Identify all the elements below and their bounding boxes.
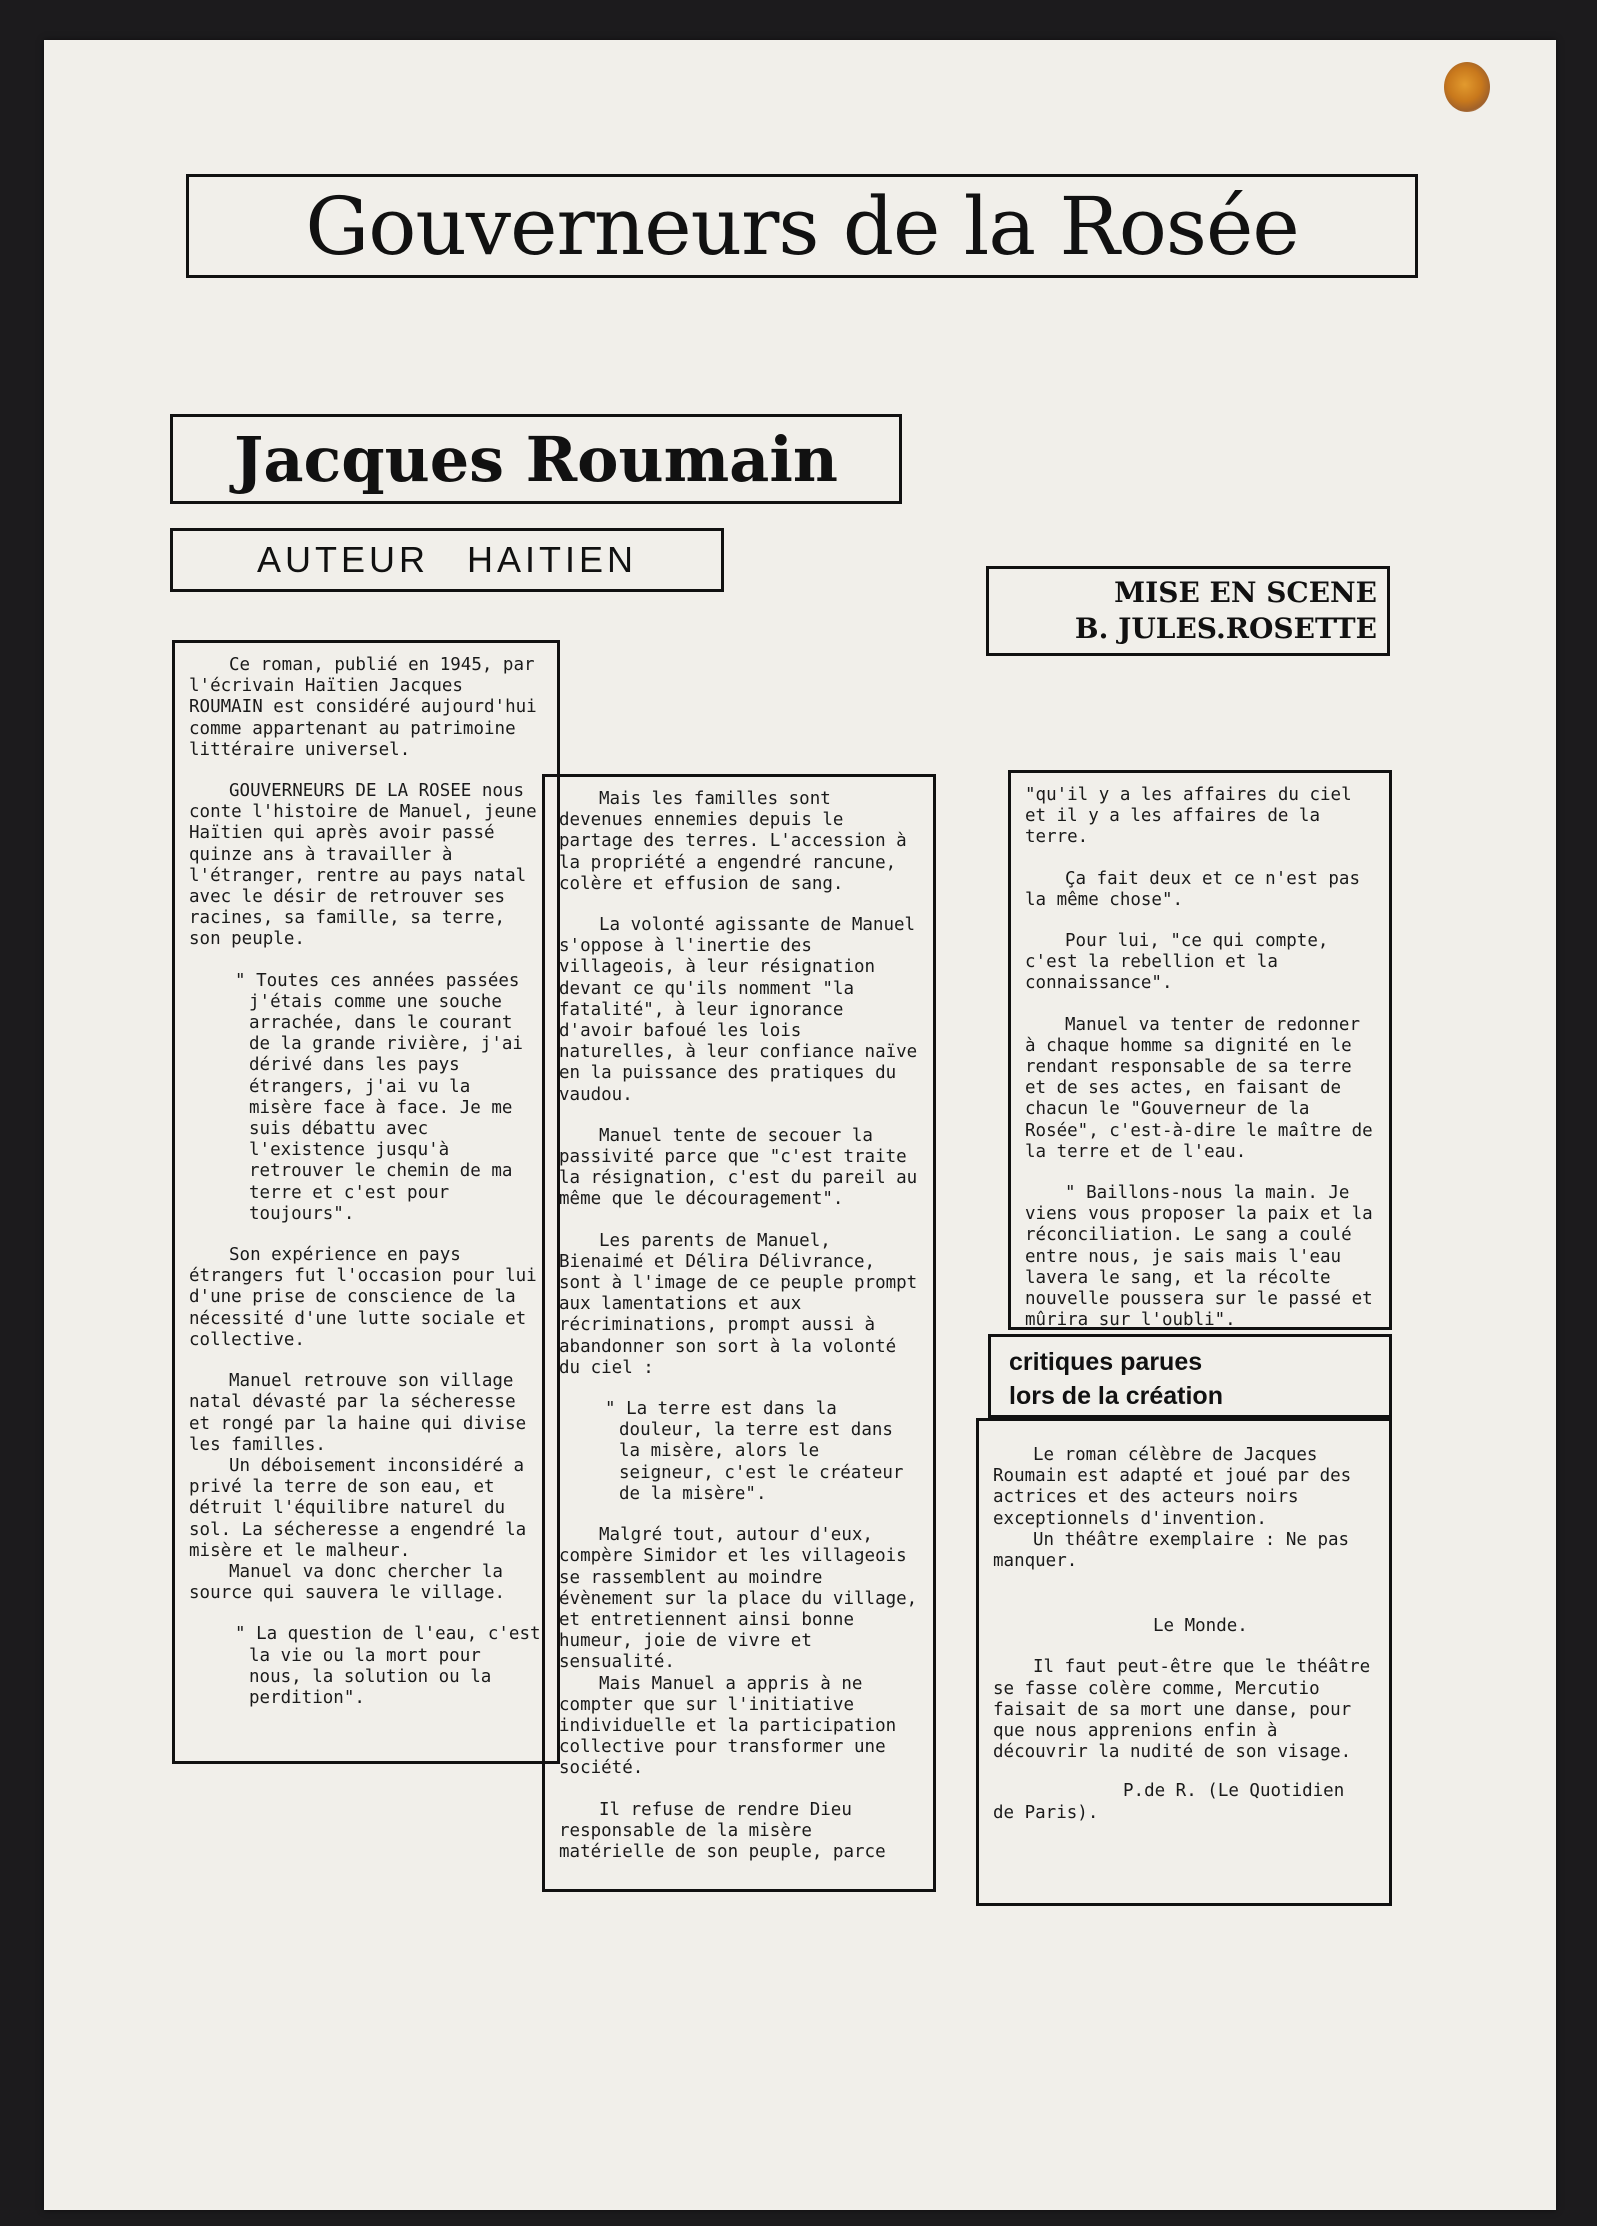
- quote: " La terre est dans la douleur, la terre est dans la misère, alors le seigneur, c'est le créateur de la misère".: [605, 1399, 904, 1504]
- paragraph: Pour lui, "ce qui compte, c'est la rebellion et la connaissance".: [1025, 931, 1329, 994]
- critique-source: de Paris).: [993, 1802, 1099, 1823]
- paragraph: Ça fait deux et ce n'est pas la même chose".: [1025, 868, 1361, 910]
- page-title: Gouverneurs de la Rosée: [305, 179, 1299, 273]
- paragraph: Un déboisement inconsidéré a privé la terre de son eau, et détruit l'équilibre naturel du sol. La sécheresse a engendré la misère et le malheur.: [189, 1455, 527, 1561]
- author-box: [170, 414, 902, 504]
- paragraph: Ce roman, publié en 1945, par l'écrivain Haïtien Jacques ROUMAIN est considéré aujourd'hui comme appartenant au patrimoine littéraire universel.: [189, 655, 537, 760]
- critiques-column: [976, 1418, 1392, 1906]
- paragraph: Il refuse de rendre Dieu responsable de la misère matérielle de son peuple, parce: [559, 1799, 886, 1862]
- paragraph: Manuel va donc chercher la source qui sauvera le village.: [189, 1561, 506, 1604]
- director-line1: MISE EN SCENE: [1114, 576, 1377, 609]
- critiques-heading-line2: lors de la création: [1009, 1382, 1223, 1410]
- text-column-1: [172, 640, 560, 1764]
- paragraph: "qu'il y a les affaires du ciel et il y a les affaires de la terre.: [1025, 785, 1352, 848]
- author-name: Jacques Roumain: [234, 422, 838, 496]
- director-line2: B. JULES.ROSETTE: [1074, 612, 1377, 645]
- title-box: [186, 174, 1418, 278]
- quote: " La question de l'eau, c'est la vie ou la mort pour nous, la solution ou la perdition".: [235, 1624, 541, 1708]
- critique-source: P.de R. (Le Quotidien: [1123, 1781, 1345, 1802]
- text-column-2: [542, 774, 936, 1892]
- paragraph: Mais Manuel a appris à ne compter que sur l'initiative individuelle et la participation collective pour transformer une société.: [559, 1673, 897, 1779]
- paragraph: Mais les familles sont devenues ennemies depuis le partage des terres. L'accession à la propriété a engendré rancune, colère et effusion de sang.: [559, 789, 907, 894]
- critiques-heading: [988, 1334, 1392, 1418]
- critique-source: Le Monde.: [1153, 1616, 1248, 1637]
- text-column-3: [1008, 770, 1392, 1330]
- paragraph: La volonté agissante de Manuel s'oppose à l'inertie des villageois, à leur résignation devant ce qu'ils nomment "la fatalité", à leur ignorance d'avoir bafoué les lois naturelles, à leur confiance naïve en la puissance des pratiques du vaudou.: [559, 915, 918, 1105]
- paragraph: Malgré tout, autour d'eux, compère Simidor et les villageois se rassemblent au moindre évènement sur la place du village, et entretiennent ainsi bonne humeur, joie de vivre et sensualité.: [559, 1525, 918, 1673]
- paragraph: GOUVERNEURS DE LA ROSEE nous conte l'histoire de Manuel, jeune Haïtien qui après avoir passé quinze ans à travailler à l'étranger, rentre au pays natal avec le désir de retrouver ses racines, sa famille, sa terre, son peuple.: [189, 781, 537, 950]
- director-box: [986, 566, 1390, 656]
- paragraph: Manuel retrouve son village natal dévasté par la sécheresse et rongé par la haine qui divise les familles.: [189, 1371, 527, 1455]
- critique-text: Il faut peut-être que le théâtre se fasse colère comme, Mercutio faisait de sa mort une danse, pour que nous apprenions enfin à découvrir la nudité de son visage.: [993, 1657, 1371, 1763]
- critique-text: Le roman célèbre de Jacques Roumain est adapté et joué par des actrices et des acteurs noirs exceptionnels d'invention.: [993, 1445, 1352, 1529]
- author-origin: AUTEUR HAITIEN: [256, 539, 638, 580]
- stain-mark: [1444, 62, 1490, 112]
- quote: " Toutes ces années passées j'étais comme une souche arrachée, dans le courant de la grande rivière, j'ai dérivé dans les pays étrangers, j'ai vu la misère face à face. Je me suis débattu avec l'existence jusqu'à retrouver le chemin de ma terre et c'est pour toujours".: [235, 970, 523, 1224]
- critique-text: Un théâtre exemplaire : Ne pas manquer.: [993, 1529, 1350, 1572]
- paragraph: " Baillons-nous la main. Je viens vous proposer la paix et la réconciliation. Le sang a coulé entre nous, je sais mais l'eau lavera le sang, et la récolte nouvelle poussera sur le passé et mûrira sur l'oubli".: [1025, 1183, 1373, 1331]
- paragraph: Son expérience en pays étrangers fut l'occasion pour lui d'une prise de conscience de la nécessité d'une lutte sociale et collective.: [189, 1245, 537, 1350]
- paragraph: Manuel va tenter de redonner à chaque homme sa dignité en le rendant responsable de sa terre et de ses actes, en faisant de chacun le "Gouverneur de la Rosée", c'est-à-dire le maître de la terre et de l'eau.: [1025, 1014, 1373, 1162]
- critiques-heading-line1: critiques parues: [1009, 1348, 1203, 1376]
- origin-box: [170, 528, 724, 592]
- paragraph: Manuel tente de secouer la passivité parce que "c'est traite la résignation, c'est du pareil au même que le découragement".: [559, 1125, 918, 1210]
- paragraph: Les parents de Manuel, Bienaimé et Délira Délivrance, sont à l'image de ce peuple prompt aux lamentations et aux récriminations, prompt aussi à abandonner son sort à la volonté du ciel :: [559, 1230, 918, 1378]
